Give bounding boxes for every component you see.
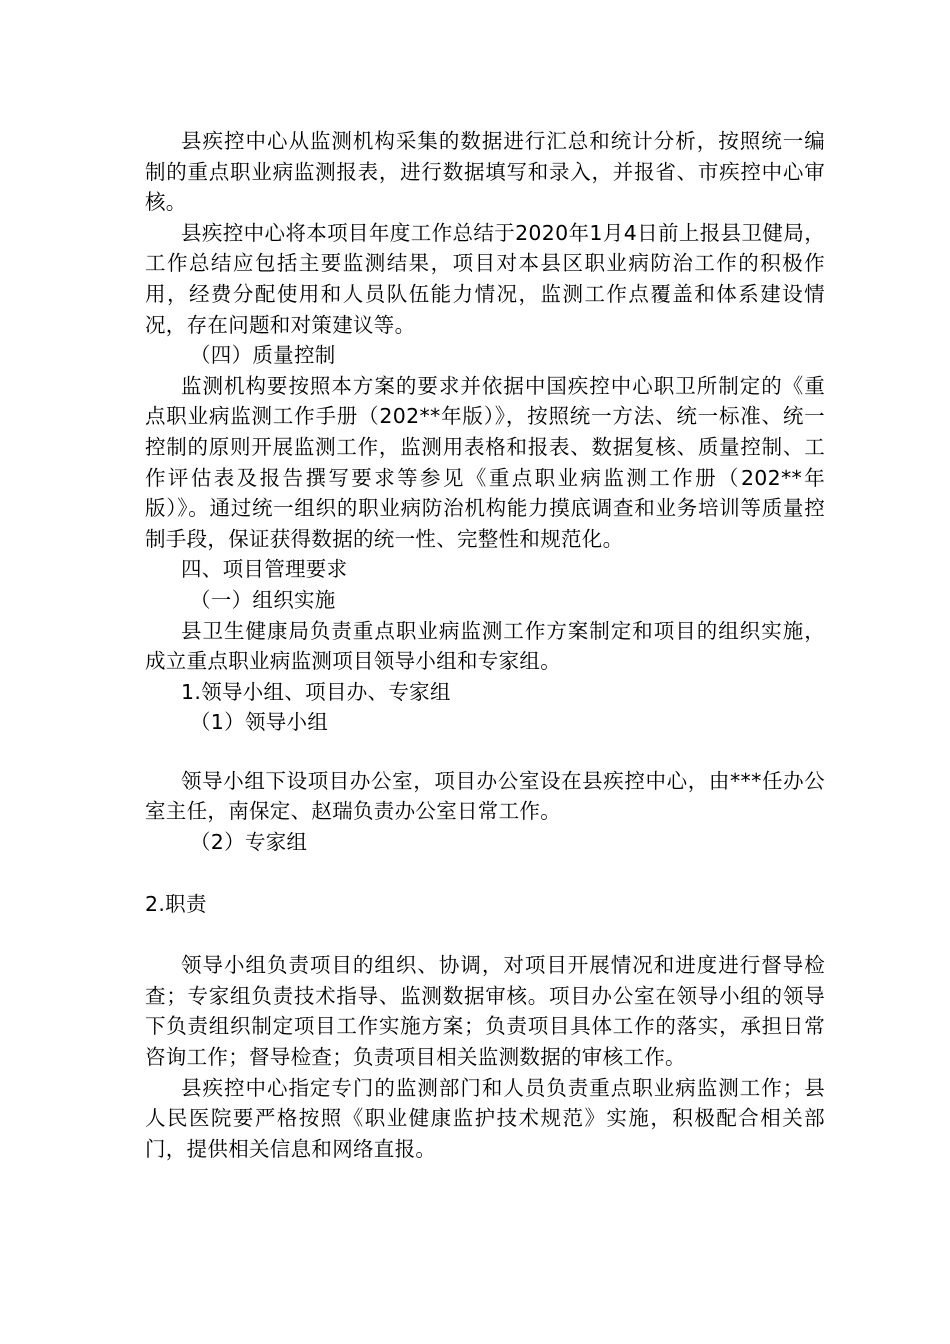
paragraph-quality-control: 监测机构要按照本方案的要求并依据中国疾控中心职卫所制定的《重点职业病监测工作手册（202**年版）》，按照统一方法、统一标准、统一控制的原则开展监测工作，监测用表格和报表、数据复核、质量控制、工作评估表及报告撰写要求等参见《重点职业病监测工作册（202**年版）》。通过统一组织的职业病防治机构能力摸底调查和业务培训等质量控制手段，保证获得数据的统一性、完整性和规范化。	[145, 373, 825, 551]
heading-expert-group: （2）专家组	[190, 830, 308, 855]
paragraph-data-summary: 县疾控中心从监测机构采集的数据进行汇总和统计分析，按照统一编制的重点职业病监测报表，进行数据填写和录入，并报省、市疾控中心审核。	[145, 129, 825, 215]
heading-leader-group: （1）领导小组	[190, 710, 329, 735]
spacer	[145, 919, 825, 950]
document-page	[145, 126, 825, 1164]
heading-project-management: 四、项目管理要求	[181, 557, 348, 582]
heading-organization: （一）组织实施	[190, 587, 336, 612]
heading-duties: 2.职责	[145, 891, 207, 916]
paragraph-annual-report: 县疾控中心将本项目年度工作总结于2020年1月4日前上报县卫健局，工作总结应包括主要监测结果，项目对本县区职业病防治工作的积极作用，经费分配使用和人员队伍能力情况，监测工作点覆盖和体系建设情况，存在问题和对策建议等。	[145, 220, 825, 337]
spacer	[145, 738, 825, 766]
spacer	[145, 858, 825, 889]
paragraph-project-office: 领导小组下设项目办公室，项目办公室设在县疾控中心，由***任办公室主任，南保定、赵瑞负责办公室日常工作。	[145, 768, 825, 824]
heading-leadership-groups: 1.领导小组、项目办、专家组	[181, 679, 451, 704]
paragraph-duties: 领导小组负责项目的组织、协调，对项目开展情况和进度进行督导检查；专家组负责技术指导、监测数据审核。项目办公室在领导小组的领导下负责组织制定项目工作实施方案；负责项目具体工作的落实，承担日常咨询工作；督导检查；负责项目相关监测数据的审核工作。	[145, 953, 825, 1070]
heading-quality-control: （四）质量控制	[190, 343, 336, 368]
paragraph-organization: 县卫生健康局负责重点职业病监测工作方案制定和项目的组织实施，成立重点职业病监测项目领导小组和专家组。	[145, 618, 825, 674]
paragraph-cdc-hospital: 县疾控中心指定专门的监测部门和人员负责重点职业病监测工作；县人民医院要严格按照《职业健康监护技术规范》实施，积极配合相关部门，提供相关信息和网络直报。	[145, 1075, 825, 1161]
